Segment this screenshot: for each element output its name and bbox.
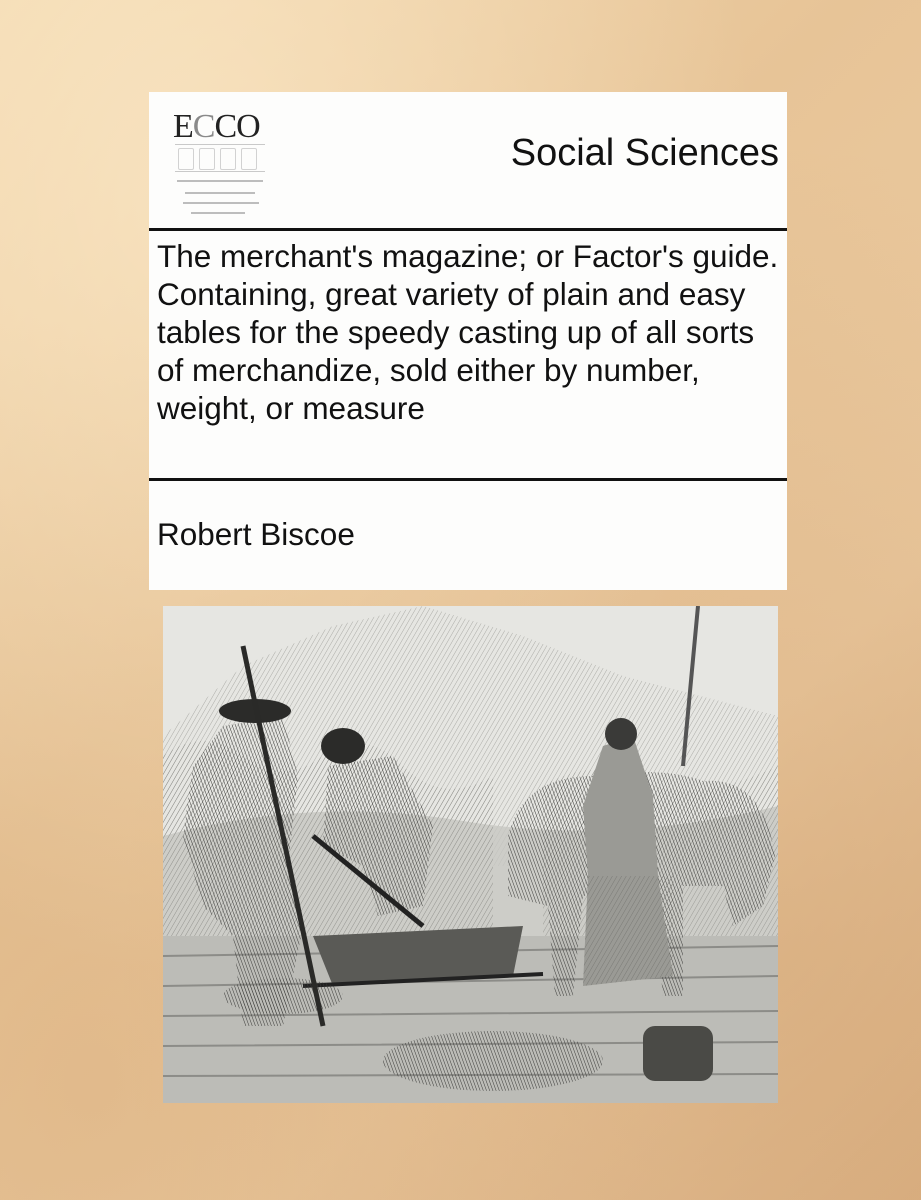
cover-illustration: [163, 606, 778, 1103]
title-rule-top: [149, 228, 787, 231]
title-rule-bottom: [149, 478, 787, 481]
engraving-image: [163, 606, 778, 1103]
title-panel: [149, 92, 787, 590]
book-title: The merchant's magazine; or Factor's guide. Containing, great variety of plain and easy tables for the speedy casting up of all sorts of merchandize, sold either by number, weight, or measure: [157, 238, 779, 426]
book-author: Robert Biscoe: [157, 516, 355, 552]
series-label: Social Sciences: [510, 132, 779, 174]
ecco-logo: ECCO: [163, 106, 273, 226]
